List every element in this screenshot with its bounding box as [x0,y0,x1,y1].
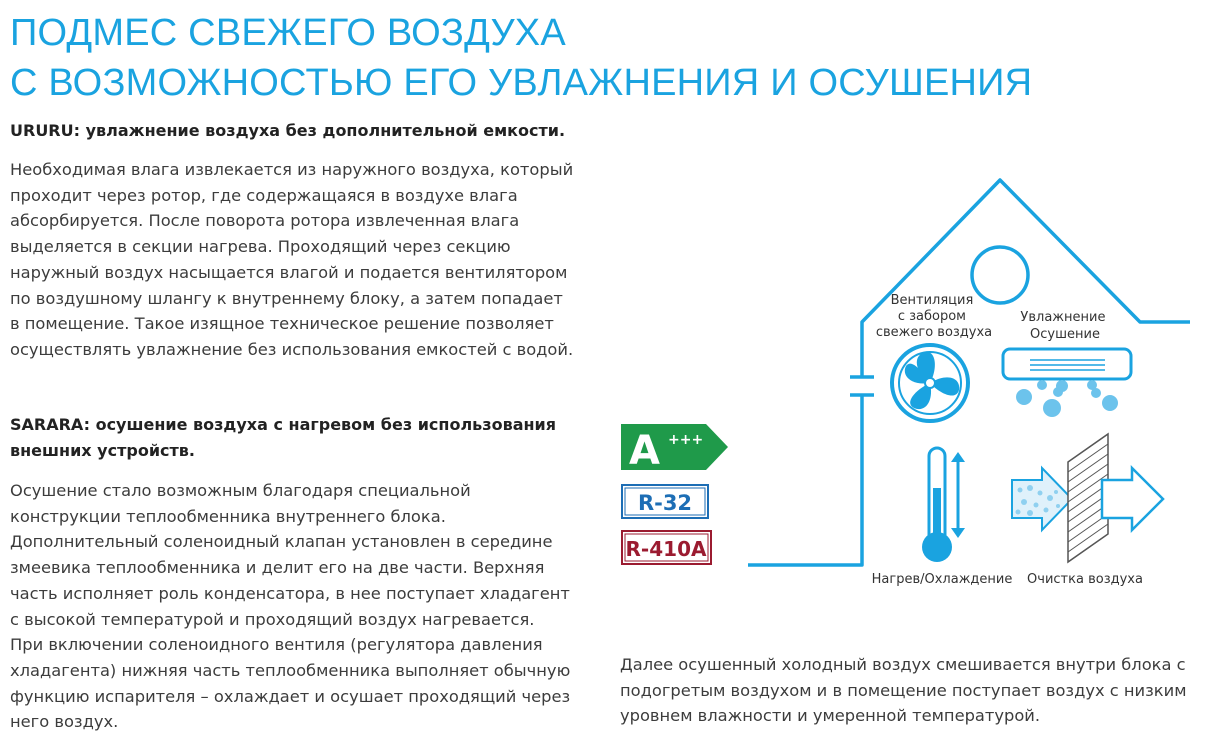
page-title [10,8,1032,108]
thermometer-icon [922,448,952,562]
sarara-line: него воздух. [10,712,119,732]
sarara-heading [10,412,556,464]
ururu-line: осуществлять увлажнение без использования емкостей с водой. [10,339,574,359]
energy-class-plus: +++ [668,432,704,448]
humid-caption [1020,310,1109,342]
title-line-1: ПОДМЕС СВЕЖЕГО ВОЗДУХА [10,12,566,54]
fan-icon [892,345,968,421]
ururu-line: выделяется в секции нагрева. Проходящий через секцию [10,237,511,257]
sarara-line: Осушение стало возможным благодаря специальной [10,481,471,500]
ururu-line: абсорбируется. После поворота ротора извлеченная влага [10,211,520,231]
sarara-line: с высокой температурой и проходящий воздух нагревается. [10,609,535,629]
ururu-line: наружный воздух насыщается влагой и подается вентилятором [10,262,568,282]
ururu-line: в помещение. Такое изящное техническое решение позволяет [10,314,554,334]
ventilation-line: свежего воздуха [875,325,993,340]
up-down-arrow-icon [951,452,965,538]
sarara-line: хладагента) нижняя часть теплообменника выполняет обычную [10,660,571,680]
sarara-paragraph [10,478,570,735]
ururu-line: проходит через ротор, где содержащаяся в воздухе влага [10,185,518,205]
sarara-line: Дополнительный соленоидный клапан установлен в середине [10,532,553,552]
ururu-heading: URURU: увлажнение воздуха без дополнительной емкости. [10,121,566,140]
sarara-heading-line: SARARA: осушение воздуха с нагревом без использования [10,415,557,434]
house-diagram [600,160,1200,600]
refrigerant-r410a-label: R-410A [625,537,707,561]
humid-line: Увлажнение [1020,310,1106,325]
closing-line: Далее осушенный холодный воздух смешивается внутри блока с [620,655,1186,674]
title-line-2: С ВОЗМОЖНОСТЬЮ ЕГО УВЛАЖНЕНИЯ И ОСУШЕНИЯ [10,62,1033,104]
window-circle-icon [972,247,1028,303]
purify-caption: Очистка воздуха [1027,572,1143,587]
indoor-unit-icon [1003,349,1131,379]
humidity-droplets-icon [1016,380,1118,417]
energy-class-badge [621,424,728,474]
ventilation-line: Вентиляция [890,293,974,308]
ururu-line: по воздушному шлангу к внутреннему блоку, а затем попадает [10,288,563,308]
air-purification-icon [1012,434,1163,562]
humid-line: Осушение [1030,327,1100,342]
refrigerant-r410a-badge [622,531,711,564]
closing-line: подогретым воздухом и в помещение поступает воздух с низким [620,680,1187,700]
sarara-line: часть исполняет роль конденсатора, в нее поступает хладагент [10,583,570,603]
sarara-line: функцию испарителя – охлаждает и осушает проходящий через [10,686,571,706]
ururu-paragraph [10,157,573,363]
ventilation-caption [876,293,992,340]
refrigerant-r32-badge [622,485,708,518]
sarara-line: змеевика теплообменника и делит его на две части. Верхняя [10,558,545,578]
sarara-heading-line: внешних устройств. [10,441,195,460]
sarara-line: конструкции теплообменника внутреннего блока. [10,506,446,526]
sarara-line: При включении соленоидного вентиля (регулятора давления [10,635,543,655]
closing-paragraph [620,652,1187,729]
heat-cool-caption: Нагрев/Охлаждение [871,572,1013,587]
closing-line: уровнем влажности и умеренной температурой. [620,706,1041,726]
ventilation-line: с забором [897,309,967,324]
energy-class-letter: A [629,428,660,474]
refrigerant-r32-label: R-32 [637,491,693,515]
ururu-line: Необходимая влага извлекается из наружного воздуха, который [10,160,574,179]
